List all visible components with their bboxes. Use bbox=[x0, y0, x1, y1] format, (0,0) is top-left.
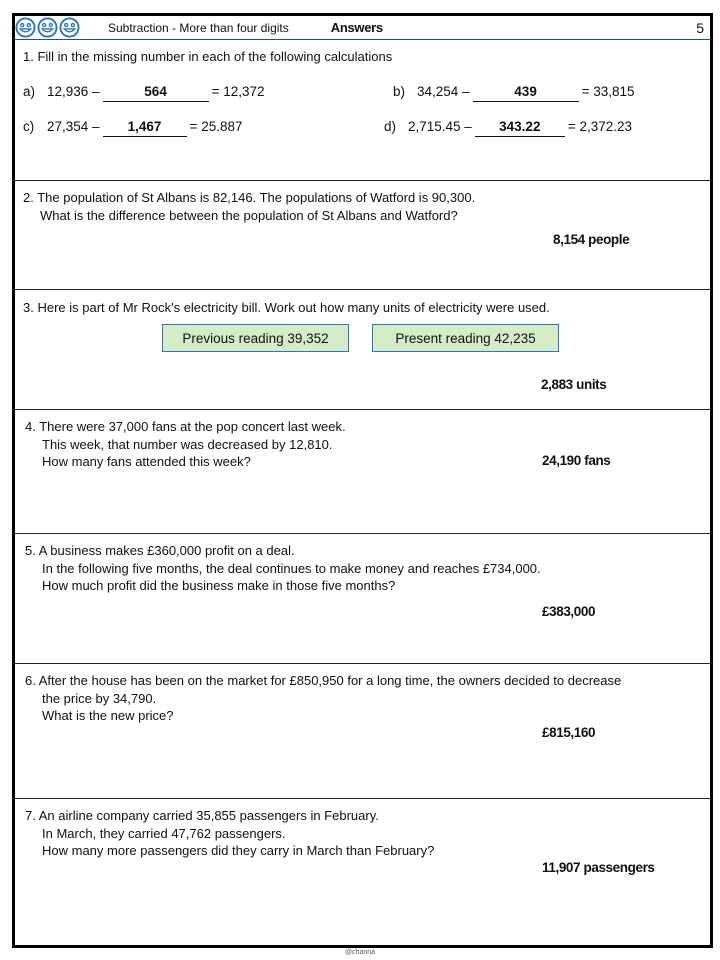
answer-blank: 439 bbox=[473, 85, 579, 102]
previous-reading-box: Previous reading 39,352 bbox=[162, 324, 349, 352]
question-prompt: 1. Fill in the missing number in each of the following calculations bbox=[23, 49, 393, 64]
question-line: This week, that number was decreased by 12,810. bbox=[42, 436, 333, 452]
calc-left: 12,936 – bbox=[47, 84, 100, 99]
calc-left: 2,715.45 – bbox=[408, 119, 472, 134]
smiley-icon bbox=[15, 17, 36, 38]
question-line: What is the new price? bbox=[42, 708, 174, 723]
calc-right: = 25.887 bbox=[189, 119, 243, 134]
question-line: In March, they carried 47,762 passengers. bbox=[42, 825, 286, 841]
smiley-icon bbox=[59, 17, 80, 38]
question-line: How many more passengers did they carry in March than February? bbox=[42, 843, 435, 858]
answer-text: 8,154 people bbox=[553, 232, 630, 247]
item-label: d) bbox=[384, 119, 397, 134]
question-line: What is the difference between the population of St Albans and Watford? bbox=[40, 207, 458, 223]
answer-text: 24,190 fans bbox=[542, 453, 611, 468]
calculation-a bbox=[23, 84, 265, 102]
calc-right: = 33,815 bbox=[581, 84, 635, 99]
calc-right: = 2,372.23 bbox=[567, 119, 632, 134]
author-credit: @channa bbox=[344, 949, 376, 956]
calc-right: = 12,372 bbox=[211, 84, 265, 99]
worksheet-header bbox=[15, 16, 710, 40]
question-7 bbox=[15, 799, 710, 948]
question-line: 6. After the house has been on the market for £850,950 for a long time, the owners decided to decrease bbox=[25, 673, 622, 688]
worksheet-title: Subtraction - More than four digits bbox=[108, 20, 289, 35]
question-6 bbox=[15, 664, 710, 799]
worksheet-page bbox=[12, 13, 713, 948]
page-number: 5 bbox=[696, 20, 704, 36]
question-4 bbox=[15, 410, 710, 534]
question-line: 7. An airline company carried 35,855 passengers in February. bbox=[25, 808, 379, 823]
item-label: c) bbox=[23, 119, 35, 134]
question-line: How much profit did the business make in those five months? bbox=[42, 578, 396, 593]
item-label: b) bbox=[393, 84, 406, 99]
calc-left: 34,254 – bbox=[417, 84, 470, 99]
question-1 bbox=[15, 41, 710, 181]
question-3 bbox=[15, 290, 710, 410]
question-line: the price by 34,790. bbox=[42, 690, 157, 706]
smiley-icon bbox=[37, 17, 58, 38]
calculation-c bbox=[23, 119, 243, 137]
calculation-b bbox=[393, 84, 635, 102]
present-reading-box: Present reading 42,235 bbox=[372, 324, 559, 352]
answer-text: 11,907 passengers bbox=[542, 860, 655, 875]
question-line: How many fans attended this week? bbox=[42, 454, 251, 469]
question-line: In the following five months, the deal continues to make money and reaches £734,000. bbox=[42, 560, 541, 576]
question-5 bbox=[15, 534, 710, 664]
answers-label: Answers bbox=[330, 20, 383, 35]
answer-blank: 343.22 bbox=[475, 120, 565, 137]
calc-left: 27,354 – bbox=[47, 119, 100, 134]
answer-blank: 564 bbox=[103, 85, 209, 102]
question-line: 3. Here is part of Mr Rock's electricity bill. Work out how many units of electricity were used. bbox=[23, 300, 550, 315]
calculation-d bbox=[384, 119, 632, 137]
answer-text: £815,160 bbox=[542, 725, 596, 740]
answer-blank: 1,467 bbox=[103, 120, 187, 137]
answer-text: £383,000 bbox=[542, 604, 596, 619]
question-line: 2. The population of St Albans is 82,146. The populations of Watford is 90,300. bbox=[23, 190, 476, 205]
answer-text: 2,883 units bbox=[541, 377, 607, 392]
difficulty-indicator bbox=[15, 17, 80, 38]
question-line: 5. A business makes £360,000 profit on a deal. bbox=[25, 543, 295, 558]
question-2 bbox=[15, 181, 710, 290]
item-label: a) bbox=[23, 84, 36, 99]
question-line: 4. There were 37,000 fans at the pop concert last week. bbox=[25, 419, 346, 434]
